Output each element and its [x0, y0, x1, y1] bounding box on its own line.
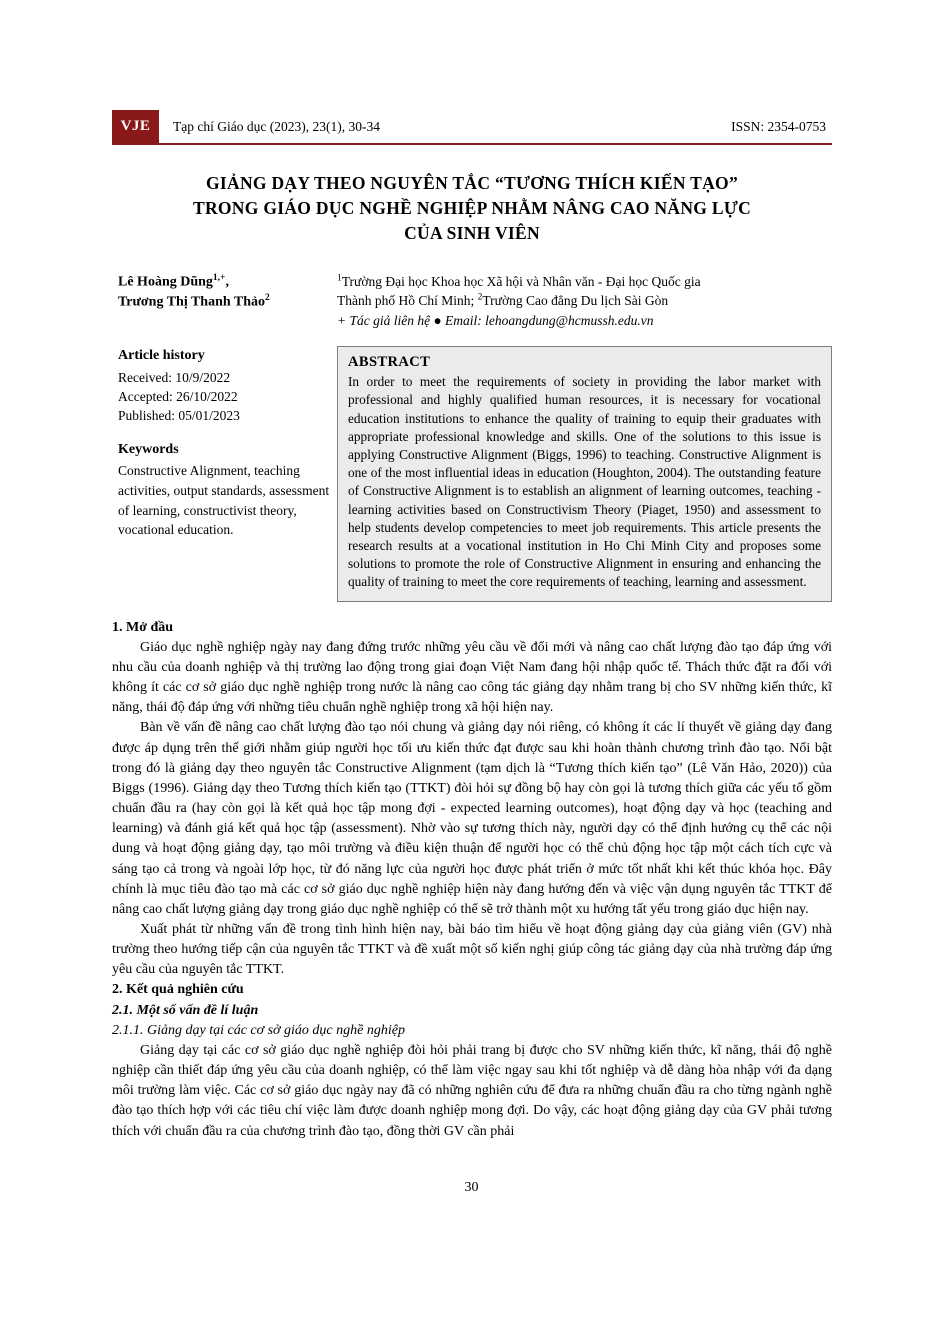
journal-header — [112, 110, 832, 145]
accepted-date: Accepted: 26/10/2022 — [118, 389, 238, 405]
title-line-3: CỦA SINH VIÊN — [404, 222, 540, 243]
title-line-1: GIẢNG DẠY THEO NGUYÊN TẮC “TƯƠNG THÍCH KIẾN TẠO” — [205, 173, 739, 193]
affiliation-line-2 — [337, 291, 832, 311]
author-1-name: Lê Hoàng Dũng — [118, 274, 213, 290]
heading-section-1: 1. Mở đầu — [112, 619, 174, 635]
author-affiliations — [337, 272, 832, 331]
keywords-text: Constructive Alignment, teaching activities, output standards, assessment of learning, constructivist theory, vocational education. — [118, 463, 330, 538]
author-2-sup: 2 — [265, 293, 270, 304]
paragraph-2: Bàn về vấn đề nâng cao chất lượng đào tạo nói chung và giảng dạy nói riêng, có không ít các lí thuyết về giảng dạy đang được áp dụng trên thế giới nhằm giúp người học tối ưu kiến thức đạt được sau khi hoàn thành chương trình đào tạo. Nổi bật trong đó là giảng dạy theo nguyên tắc Constructive Alignment (tạm dịch là “Tương thích kiến tạo” (Lê Văn Hảo, 2020)) của Biggs (1996). Giảng dạy theo Tương thích kiến tạo (TTKT) đòi hỏi sự đồng bộ hay còn gọi là tương thích giữa các yếu tố gồm chuẩn đầu ra (hay còn gọi là kết quả học tập mong đợi - expected learning outcomes), hoạt động dạy và học (teaching and learning) và đánh giá kết quả học tập (assessment). Nhờ vào sự tương thích này, người dạy có thể định hướng cụ thể các nội dung và hoạt động giảng dạy, tạo môi trường và điều kiện thuận để người học có thể chủ động học tập một cách tích cực và sáng tạo cả trong và ngoài lớp học, từ đó năng lực của người học được phát triển ở mức tốt nhất khi kết thúc khóa học. Đây chính là mục tiêu đào tạo mà các cơ sở giáo dục nghề nghiệp hiện này đang hướng đến và việc vận dụng nguyên tắc TTKT để nâng cao chất lượng giảng dạy trong giáo dục nghề nghiệp có thể sẽ trở thành một xu hướng tất yếu trong giáo dục hiện nay. — [112, 720, 832, 917]
journal-logo: VJE — [112, 110, 159, 143]
page-number: 30 — [464, 1180, 479, 1195]
article-history-keywords — [112, 346, 337, 539]
title-line-2: TRONG GIÁO DỤC NGHỀ NGHIỆP NHẰM NÂNG CAO NĂNG LỰC — [192, 197, 752, 218]
abstract-text: In order to meet the requirements of society in providing the labor market with professional and highly qualified human resources, it is necessary for vocational education institutions to enhance the quality of training to equip their graduates with appropriate professional knowledge and skills. One of the solutions to this issue is applying Constructive Alignment (Biggs, 1996) to teaching. Constructive Alignment is one of the most influential ideas in education (Houghton, 2004). The outstanding feature of Constructive Alignment is to establish an alignment of learning outcomes, teaching - learning activities based on Constructivism Theory (Piaget, 1950) and assessment to help students develop competencies to meet job requirements. This article presents the research results at a vocational institution in Ho Chi Minh City and proposes some solutions to promote the role of Constructive Alignment in ensuring and enhancing the quality of training to meet the core requirements of teaching, learning and assessment. — [348, 374, 821, 590]
metadata-abstract-row — [112, 346, 832, 601]
author-2-name: Trương Thị Thanh Thảo — [118, 295, 266, 311]
paragraph-3: Xuất phát từ những vấn đề trong tình hình hiện nay, bài báo tìm hiểu về hoạt động giảng dạy của giảng viên (GV) nhà trường theo hướng tiếp cận của nguyên tắc TTKT và đề xuất một số kiến nghị giúp công tác giảng dạy của nhà trường đáp ứng yêu cầu của nguyên tắc TTKT. — [112, 922, 832, 978]
authors-block — [112, 272, 832, 331]
page-content — [112, 110, 832, 1142]
keywords-heading: Keywords — [118, 441, 179, 457]
author-2 — [118, 292, 337, 313]
article-history-heading: Article history — [118, 348, 205, 364]
body-content — [112, 618, 832, 1142]
received-date: Received: 10/9/2022 — [118, 370, 231, 386]
affiliation-2b-text: Trường Cao đẳng Du lịch Sài Gòn — [482, 293, 669, 309]
corresponding-email[interactable]: + Tác giả liên hệ ● Email: lehoangdung@hcmussh.edu.vn — [337, 312, 654, 328]
author-1-sup: 1,+ — [212, 272, 226, 283]
affiliation-sup-2: 2 — [477, 292, 483, 303]
heading-section-2-1: 2.1. Một số vấn đề lí luận — [112, 1002, 259, 1018]
abstract-heading: ABSTRACT — [348, 354, 431, 371]
metadata-spacer — [118, 426, 337, 440]
affiliation-sup-1: 1 — [337, 273, 342, 284]
paper-title — [112, 171, 832, 246]
heading-section-2-1-1: 2.1.1. Giảng dạy tại các cơ sở giáo dục nghề nghiệp — [112, 1022, 405, 1038]
journal-citation: Tạp chí Giáo dục (2023), 23(1), 30-34 — [173, 118, 380, 134]
paragraph-1: Giáo dục nghề nghiệp ngày nay đang đứng trước những yêu cầu về đổi mới và nâng cao chất lượng đào tạo đáp ứng với nhu cầu của doanh nghiệp và thị trường lao động trong giai đoạn Việt Nam đang hội nhập quốc tế. Thách thức đặt ra đối với không ít các cơ sở giáo dục nghề nghiệp trong nước là nâng cao công tác giảng dạy nhằm trang bị cho SV những kiến thức, kĩ năng, thái độ đáp ứng với những tiêu chuẩn nghề nghiệp trong xã hội hiện nay. — [112, 639, 832, 716]
paragraph-4: Giảng dạy tại các cơ sở giáo dục nghề nghiệp đòi hỏi phải trang bị được cho SV những kiến thức, kĩ năng, thái độ nghề nghiệp cần thiết đáp ứng yêu cầu của doanh nghiệp, có thể làm việc ngay sau khi tốt nghiệp và dễ dàng hòa nhập với đa dạng môi trường làm việc. Các cơ sở giáo dục ngày nay đã có những nghiên cứu để đưa ra những chuẩn đầu ra cho từng ngành nghề đào tạo thích hợp với các tiêu chí việc làm được doanh nghiệp mong đợi. Do vậy, các hoạt động giảng dạy của GV phải tương thích với chuẩn đầu ra của chương trình đào tạo, đồng thời GV cần phải — [112, 1042, 832, 1139]
abstract-box — [337, 346, 832, 601]
issn-label: ISSN: 2354-0753 — [731, 118, 826, 134]
affiliation-2a-text: Thành phố Hồ Chí Minh; — [337, 293, 478, 309]
header-meta — [159, 110, 832, 143]
author-names — [112, 272, 337, 331]
affiliation-line-1 — [337, 272, 832, 292]
affiliation-1-text: Trường Đại học Khoa học Xã hội và Nhân văn - Đại học Quốc gia — [341, 273, 701, 289]
author-1: Lê Hoàng Dũng$^{1,+}$, — [118, 272, 229, 290]
heading-section-2: 2. Kết quả nghiên cứu — [112, 982, 244, 998]
published-date: Published: 05/01/2023 — [118, 408, 240, 424]
